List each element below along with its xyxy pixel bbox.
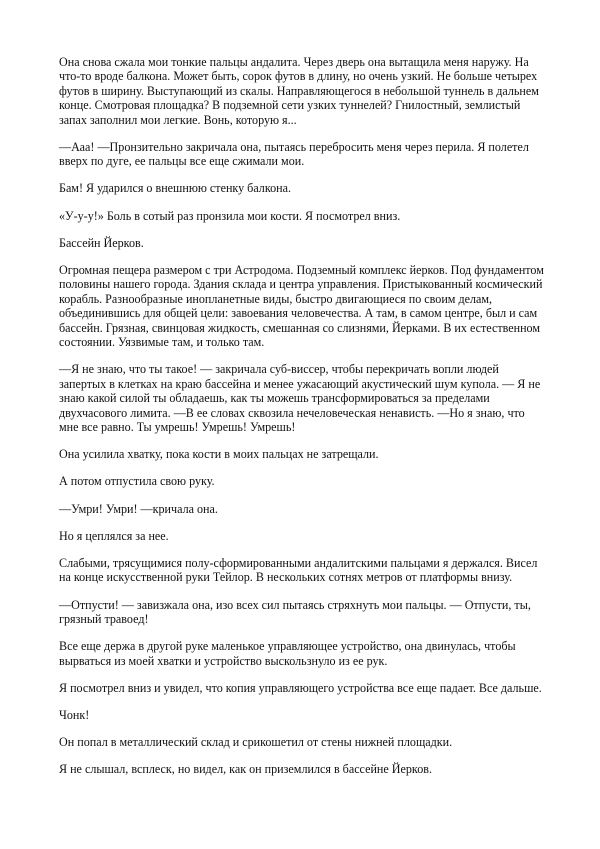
paragraph-9: А потом отпустила свою руку. xyxy=(59,474,215,489)
paragraph-6: Огромная пещера размером с три Астродома. Подземный комплекс йерков. Под фундаментом половины нашего города. Здания склада и центра управления. Пристыкованный космический корабль. Разнообразные инопланетные виды, быстро двигающиеся по своим делам, объединившись для общей цели: завоевания человечества. А там, в самом центре, был и сам бассейн. Грязная, свинцовая жидкость, смешанная со слизнями, Йерками. В их естественном состоянии. Уязвимые там, и только там. xyxy=(59,263,544,350)
paragraph-3: Бам! Я ударился о внешнюю стенку балкона. xyxy=(59,181,292,196)
paragraph-18: Я не слышал, всплеск, но видел, как он приземлился в бассейне Йерков. xyxy=(59,762,432,777)
document-page xyxy=(59,55,545,790)
paragraph-16: Чонк! xyxy=(59,707,90,722)
paragraph-11: Но я цеплялся за нее. xyxy=(59,528,169,543)
paragraph-1: Она снова сжала мои тонкие пальцы андалита. Через дверь она вытащила меня наружу. На что-то вроде балкона. Может быть, сорок футов в длину, но очень узкий. Не больше четырех футов в ширину. Выступающий из скалы. Направляющегося в небольшой туннель в дальнем конце. Смотровая площадка? В подземной сети узких туннелей? Гнилостный, землистый запах заполнил мои легкие. Вонь, которую я... xyxy=(59,55,539,127)
paragraph-7: —Я не знаю, что ты такое! — закричала суб-виссер, чтобы перекричать вопли людей запертых в клетках на краю бассейна и менее ужасающий акустический шум купола. — Я не знаю какой силой ты обладаешь, как ты можешь трансформироваться за пределами двухчасового лимита. —В ее словах сквозила нечеловеческая ненависть. —Но я знаю, что мне все равно. Ты умрешь! Умрешь! Умрешь! xyxy=(59,362,541,434)
paragraph-10: —Умри! Умри! —кричала она. xyxy=(59,501,218,516)
paragraph-5: Бассейн Йерков. xyxy=(59,235,144,250)
paragraph-12: Слабыми, трясущимися полу-сформированными андалитскими пальцами я держался. Висел на конце искусственной руки Тейлор. В нескольких сотнях метров от платформы внизу. xyxy=(59,555,538,585)
paragraph-4: «У-у-у!» Боль в сотый раз пронзила мои кости. Я посмотрел вниз. xyxy=(59,208,401,223)
paragraph-13: —Отпусти! — завизжала она, изо всех сил пытаясь стряхнуть мои пальцы. — Отпусти, ты, грязный травоед! xyxy=(59,597,531,626)
paragraph-8: Она усилила хватку, пока кости в моих пальцах не затрещали. xyxy=(59,447,379,462)
paragraph-15: Я посмотрел вниз и увидел, что копия управляющего устройства все еще падает. Все дальше. xyxy=(59,680,542,695)
paragraph-2: —Ааа! —Пронзительно закричала она, пытаясь перебросить меня через перила. Я полетел вверх по дуге, ее пальцы все еще сжимали мои. xyxy=(59,139,529,169)
paragraph-14: Все еще держа в другой руке маленькое управляющее устройство, она двинулась, чтобы вырваться из моей хватки и устройство выскользнуло из ее рук. xyxy=(59,639,516,668)
paragraph-17: Он попал в металлический склад и срикошетил от стены нижней площадки. xyxy=(59,735,453,750)
